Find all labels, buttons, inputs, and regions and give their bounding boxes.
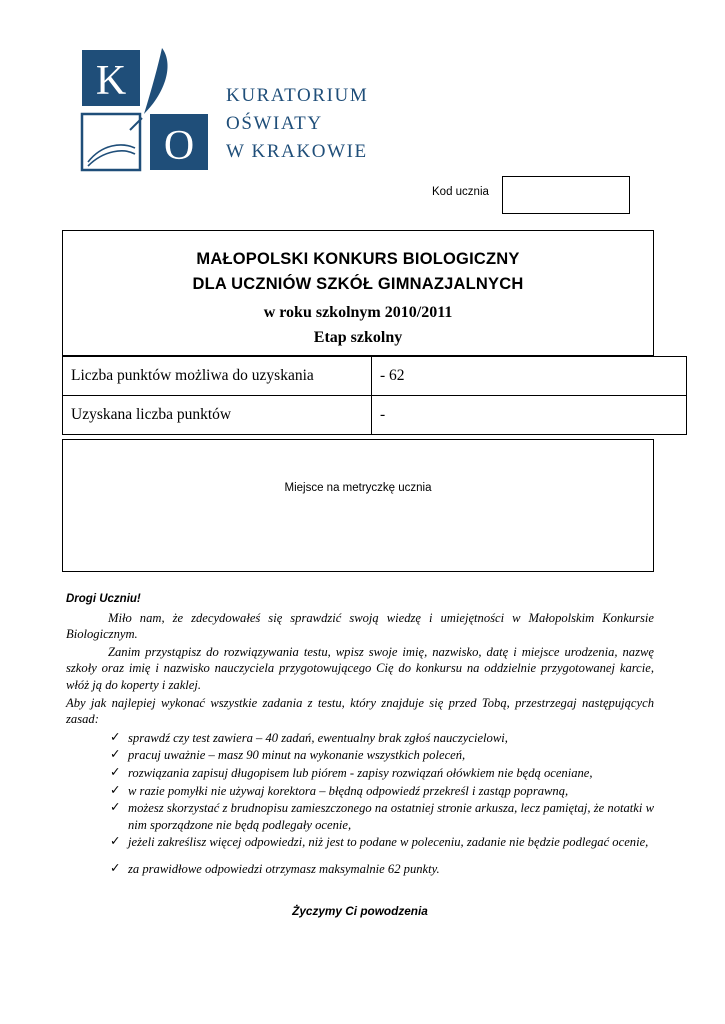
student-label-area[interactable] [62,439,654,572]
points-obtained-label: Uzyskana liczba punktów [63,396,372,435]
list-item-label: pracuj uważnie – masz 90 minut na wykonanie wszystkich poleceń, [128,748,466,763]
logo-line-2: OŚWIATY [226,113,323,134]
instructions-rules-list [66,730,654,878]
exam-stage: Etap szkolny [313,329,403,346]
points-possible-value: - 62 [372,357,687,396]
check-icon: ✓ [110,729,121,744]
logo-wordmark [226,82,368,166]
instructions-section [66,591,654,918]
organization-logo [78,44,378,184]
table-row [63,396,687,435]
instructions-closing: Życzymy Ci powodzenia [292,904,428,918]
exam-title-box [62,230,654,356]
table-row [63,357,687,396]
list-item [112,765,654,782]
check-icon: ✓ [110,764,121,779]
check-icon: ✓ [110,782,121,797]
list-item [112,783,654,800]
points-possible-label: Liczba punktów możliwa do uzyskania [63,357,372,396]
instructions-paragraph-3: Aby jak najlepiej wykonać wszystkie zadania z testu, który znajduje się przed Tobą, przestrzegaj następujących zasad: [66,695,654,727]
list-item-label: możesz skorzystać z brudnopisu zamieszczonego na ostatniej stronie arkusza, lecz pamiętaj, że notatki w nim sporządzone nie będą podlegały ocenie, [128,801,654,832]
student-code-field[interactable] [502,176,630,214]
logo-line-3: W KRAKOWIE [226,141,368,162]
points-obtained-value[interactable]: - [372,396,687,435]
list-item [112,834,654,851]
list-item-label: sprawdź czy test zawiera – 40 zadań, ewentualny brak zgłoś nauczycielowi, [128,730,508,745]
list-item-label: w razie pomyłki nie używaj korektora – błędną odpowiedź przekreśl i zastąp poprawną, [128,783,569,798]
check-icon: ✓ [110,860,121,875]
student-label-area-text: Miejsce na metryczkę ucznia [284,482,432,494]
school-year: w roku szkolnym 2010/2011 [263,304,453,321]
logo-line-1: KURATORIUM [226,85,369,106]
instructions-paragraph-2: Zanim przystąpisz do rozwiązywania testu, wpisz swoje imię, nazwisko, datę i miejsce urodzenia, nazwę szkoły oraz imię i nazwisko nauczyciela przygotowującego Cię do konkursu na oddzielnie przygotowanej karcie, włóż ją do koperty i zaklej. [66,644,654,692]
points-table [62,356,687,435]
list-item-label: jeżeli zakreślisz więcej odpowiedzi, niż jest to podane w poleceniu, zadanie nie będzie podlegać ocenie, [128,835,649,850]
check-icon: ✓ [110,834,121,849]
instructions-paragraph-1: Miło nam, że zdecydowałeś się sprawdzić swoją wiedzę i umiejętności w Małopolskim Konkursie Biologicznym. [66,610,654,642]
check-icon: ✓ [110,800,121,815]
student-code-label: Kod ucznia [432,186,489,198]
list-item-label: rozwiązania zapisuj długopisem lub piórem - zapisy rozwiązań ołówkiem nie będą oceniane, [128,765,593,780]
instructions-greeting: Drogi Uczniu! [66,593,141,605]
svg-text:O: O [163,123,195,169]
list-item [112,800,654,833]
kuratorium-logo-icon [78,44,218,184]
list-item [112,861,654,878]
page-title: MAŁOPOLSKI KONKURS BIOLOGICZNY [196,250,520,268]
page-subtitle: DLA UCZNIÓW SZKÓŁ GIMNAZJALNYCH [192,275,524,293]
check-icon: ✓ [110,747,121,762]
list-item [112,730,654,747]
list-item [112,747,654,764]
svg-text:K: K [95,58,127,104]
list-item-label: za prawidłowe odpowiedzi otrzymasz maksymalnie 62 punkty. [128,861,440,876]
